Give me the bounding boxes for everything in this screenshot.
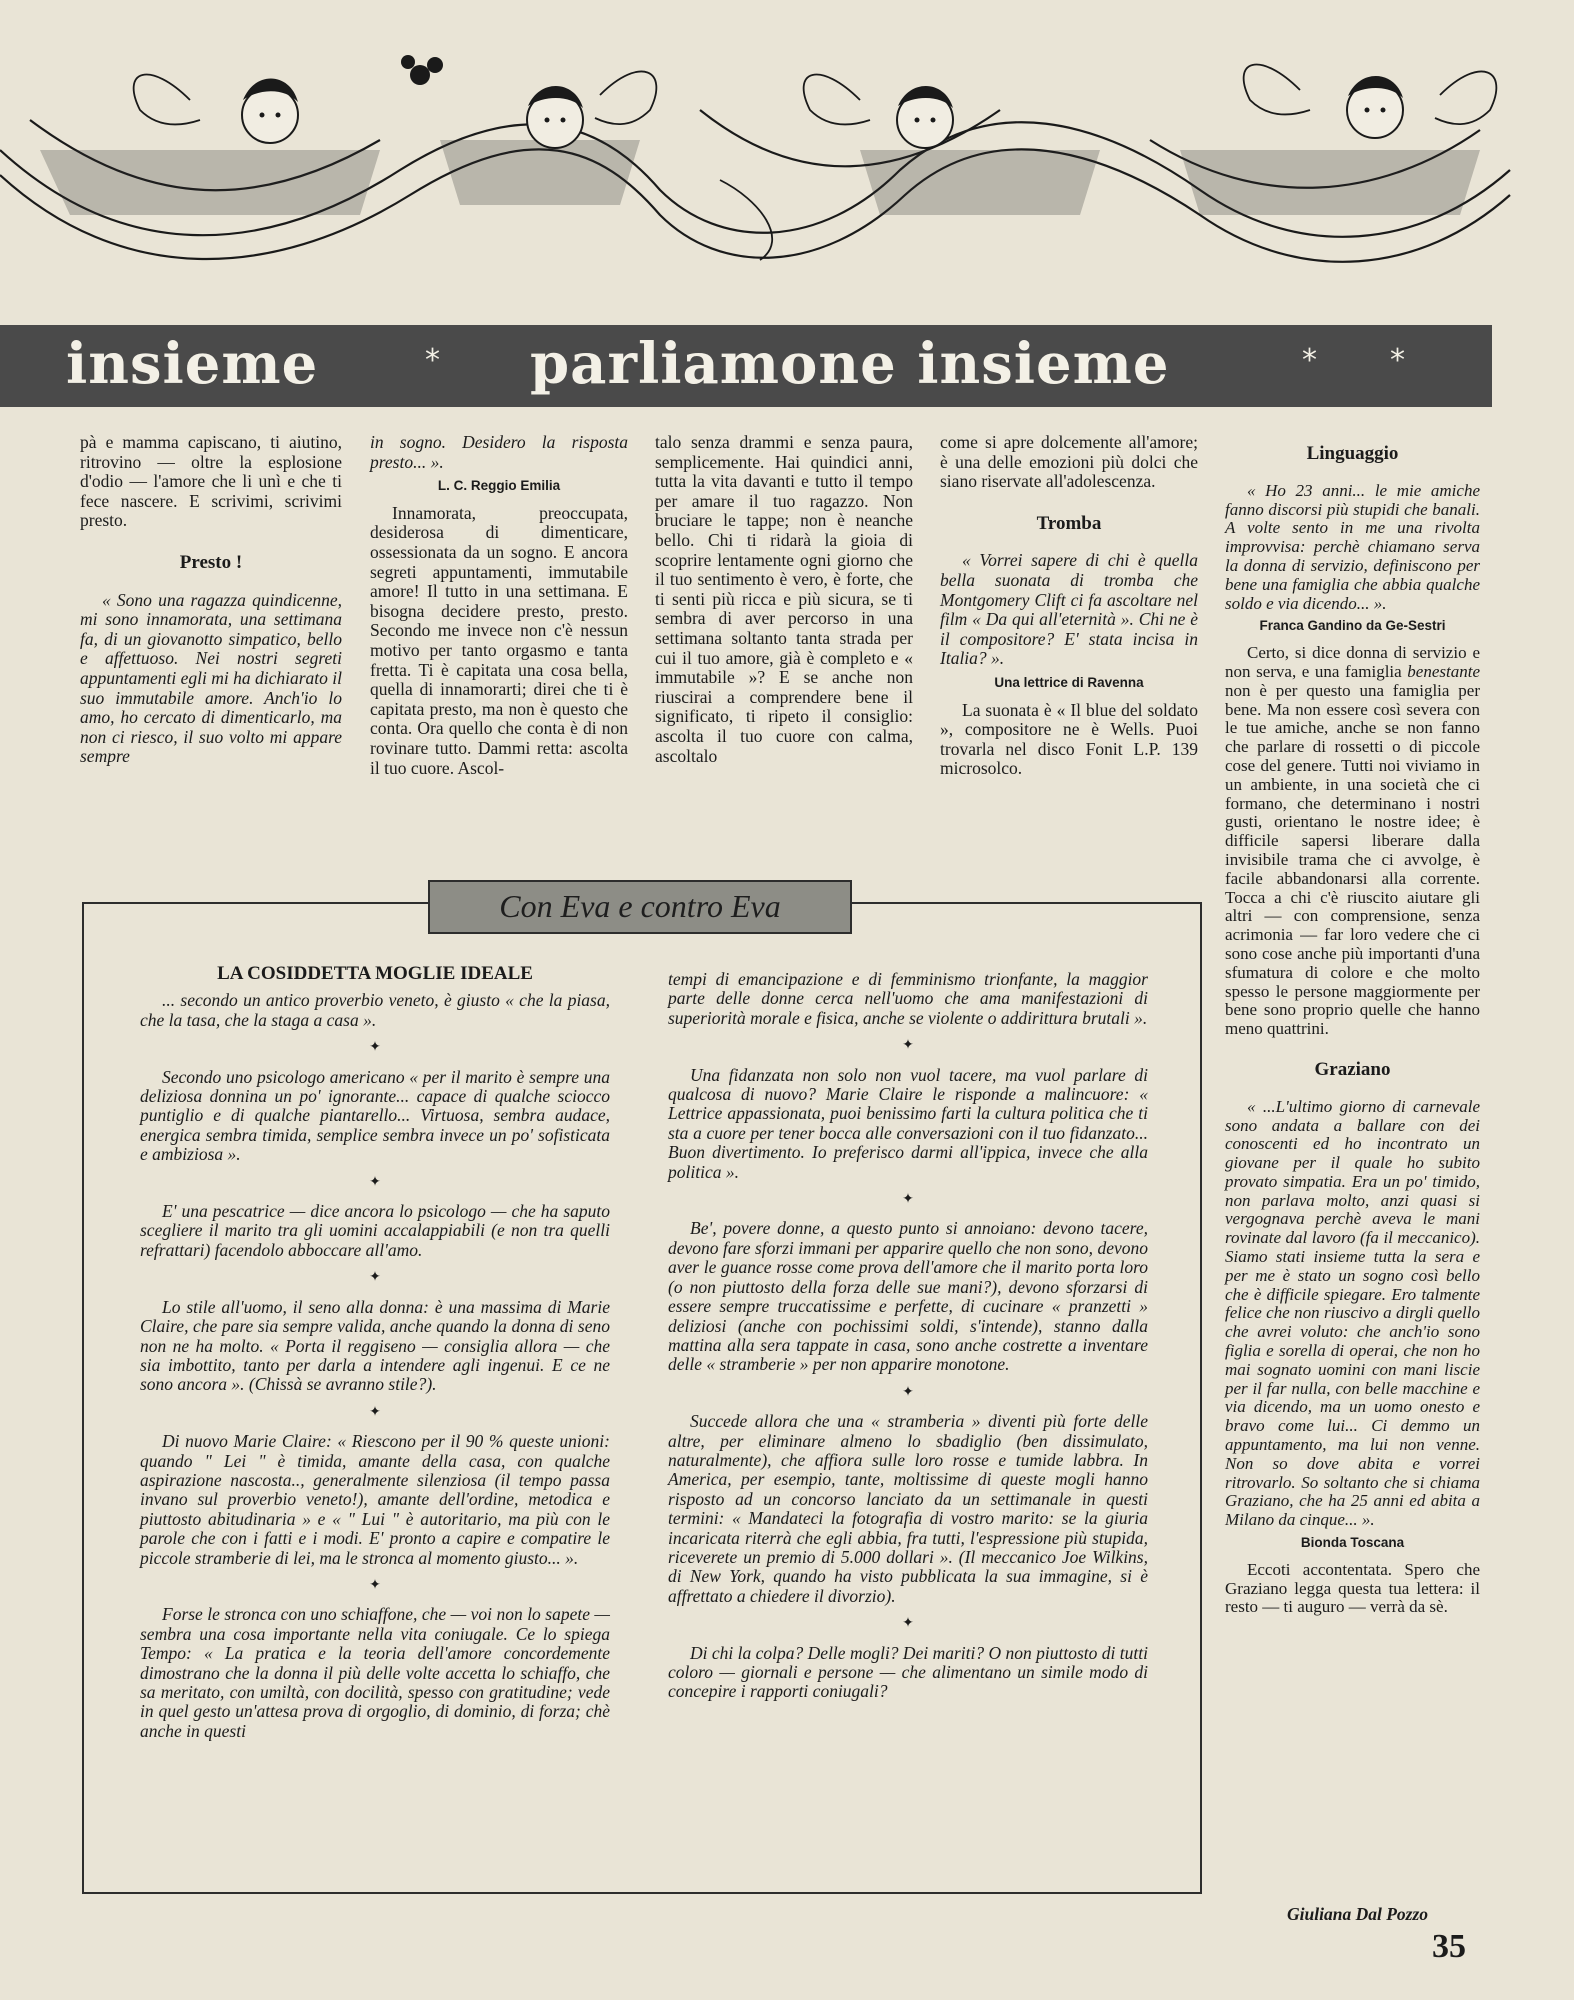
diamond-separator: ✦ — [902, 1038, 914, 1054]
reply-text: come si apre dolcemente all'amore; è una delle emozioni più dolci che siano riservate all'adolescenza. — [940, 432, 1198, 492]
page-number: 35 — [1432, 1928, 1466, 1965]
letter-signature: L. C. Reggio Emilia — [437, 478, 561, 494]
section-title: parliamone insieme — [530, 331, 1170, 397]
diamond-separator: ✦ — [369, 1404, 381, 1420]
heading-presto: Presto ! — [179, 551, 243, 573]
feature-paragraph: Una fidanzata non solo non vuol tacere, ma vuol parlare di qualcosa di nuovo? Marie Claire le risponde a malincuore: « Lettrice appassionata, puoi benissimo farti la cultura politica che ti sta a cuore per tener bocca alle conversazioni con il tuo fidanzato... Buon divertimento. Io preferisco darmi all'ippica, invece che alla politica ». — [668, 1064, 1148, 1182]
reply-text: Certo, si dice donna di servizio e non serva, e una famiglia benestante non è per questo una famiglia per bene. Ma non essere così severa con le tue amiche, anche se non fanno che parlare di rossetti o di piccole cose del genere. Tutti noi viviamo in un ambiente, in una società che ci formano, che determinano i nostri gusti, orientano le nostre idee; è difficile sapersi liberare dalla invisibile trama che ci avvolge, è facile abbandonarsi alla corrente. Tocca a chi c'è riuscito aiutare gli altri — con comprensione, senza acrimonia — far loro vedere che ci sono cose anche più importanti d'una sfumatura di colore e che molto spesso le persone maggiormente per bene sono proprio quelle che hanno meno quattrini. — [1225, 643, 1480, 1039]
title-fragment: insieme — [66, 331, 319, 397]
feature-paragraph: tempi di emancipazione e di femminismo trionfante, la maggior parte delle donne cerca nell'uomo che ama manifestazioni di superiorità morale e fisica, anche se violente o addirittura brutali ». — [668, 969, 1148, 1028]
star-icon: * — [425, 343, 440, 378]
feature-paragraph: Succede allora che una « stramberia » diventi più forte delle altre, per eliminare almeno lo sbadiglio (ben dissimulato, naturalmente), che affiora sulle loro rosse e tumide labbra. In America, per esempio, tante, moltissime di queste mogli hanno risposto ad un concorso lanciato da un settimanale in questi termini: « Mandateci la fotografia di vostro marito: se la giuria incaricata riterrà che egli abbia, fra tutti, l'espressione più stupida, riceverete un premio di 5.000 dollari ». (Il meccanico Joe Wilkins, di New York, quando ha visto pubblicata la sua immagine, si è affrettato a chiedere il divorzio). — [668, 1411, 1148, 1606]
feature-paragraph: Forse le stronca con uno schiaffone, che — voi non lo sapete — sembra una cosa importante nella vita coniugale. Ce lo spiega Tempo: « La pratica e la teoria dell'amore concordemente dimostrano che la donna il più delle volte accetta lo schiaffo, che sa meritato, con umiltà, con docilità, spesso con gratitudine; vede in quel gesto un'attesa prova di orgoglio, di dominio, di forza; chè anche in questi — [140, 1604, 610, 1741]
letter-signature: Bionda Toscana — [1300, 1535, 1405, 1551]
cherubs-garland-illustration — [0, 0, 1574, 300]
diamond-separator: ✦ — [369, 1174, 381, 1190]
letter-text: « ...L'ultimo giorno di carnevale sono andata a ballare con dei conoscenti ed ho incontrato un giovane per il quale ho subito provato simpatia. Era un po' timido, non parlava molto, anzi quasi si vergognava perchè aveva le mani rovinate dal lavoro (fa il meccanico). Siamo stati insieme tutta la sera e per me è stato un sogno così bello che è difficile spiegare. Ero talmente felice che non riuscivo a dirgli quello che avrei voluto: che anch'io sono figlia e sorella di operai, che non ho mai sognato uomini con mani liscie per il far nulla, con belle macchine e via dicendo, ma un uomo onesto e bravo come lui... Ci demmo un appuntamento, ma lui non venne. Non so dove abita e vorrei ritrovarlo. So soltanto che si chiama Graziano, che ha 25 anni ed abita a Milano da cinque... ». — [1225, 1096, 1480, 1530]
feature-paragraph: Di nuovo Marie Claire: « Riescono per il 90 % queste unioni: quando " Lei " è timida, amante della casa, con qualche aspirazione nascosta.., generalmente silenziosa (il tempo passa invano sul proverbio veneto!), amante dell'ordine, metodica e piuttosto abitudinaria » e « " Lui " è autoritario, ma più con le parole che con i fatti e i modi. E' pronto a capire e compatire le piccole stramberie di lei, ma le stronca al momento giusto... ». — [140, 1431, 610, 1568]
reply-text: Innamorata, preoccupata, desiderosa di dimenticare, ossessionata da un sogno. E ancora segreti appuntamenti, immutabile amore! Il tutto in una settimana. E bisogna decidere presto, presto. Secondo me invece non c'è nessun motivo per tanto orgasmo e tanta fretta. Ti è capitata una cosa bella, quella di innamorarti; direi che ti è capitata presto, ma non è questo che conta. Ora quello che conta è di non rovinare tutto. Dammi retta: ascolta il tuo cuore. Ascol- — [370, 502, 628, 778]
reply-text: talo senza drammi e senza paura, semplicemente. Hai quindici anni, tutta la vita davanti e tutto il tempo per amare il tuo ragazzo. Non bruciare le tappe; non è neanche bello. Chi ti ridarà la gioia di scoprire lentamente ogni giorno che il tuo sentimento è vero, è forte, che ti senti più ricca e più sicura, se ti sembra di aver percorso in una settimana soltanto tanta strada per cui il tuo amore, già è completo e « immutabile »? E se anche non riuscirai a comprendere bene il significato, ti ripeto il consiglio: ascolta il tuo cuore con calma, ascoltalo — [655, 432, 913, 766]
heading-linguaggio: Linguaggio — [1306, 443, 1399, 464]
heading-tromba: Tromba — [1036, 512, 1102, 534]
letter-text: in sogno. Desidero la risposta presto... ». — [370, 432, 628, 472]
paragraph: pà e mamma capiscano, ti aiutino, ritrovino — oltre la esplosione d'odio — l'amore che li unì e che ti fece nascere. E scrivimi, scrivimi presto. — [80, 432, 342, 531]
feature-box-title: Con Eva e contro Eva — [428, 880, 852, 934]
feature-paragraph: Lo stile all'uomo, il seno alla donna: è una massima di Marie Claire, che pare sia sempre valida, anche quando la donna di seno non ne ha molto. « Porta il reggiseno — consiglia allora — che sia imbottito, tanto per darla a intendere agli ingenui. E ce ne sono ancora ». (Chissà se avranno stile?). — [140, 1296, 610, 1395]
star-icon: * — [1390, 343, 1405, 378]
letter-text: « Sono una ragazza quindicenne, mi sono innamorata, una settimana fa, di un giovanotto simpatico, bello e affettuoso. Nei nostri segreti appuntamenti egli mi ha dichiarato il suo immutabile amore. Anch'io lo amo, ho cercato di dimenticarlo, ma non ci riesco, il suo volto mi appare sempre — [80, 589, 342, 767]
column-5 — [1225, 433, 1480, 1617]
feature-right-column — [668, 970, 1148, 1702]
column-1 — [80, 433, 342, 767]
feature-paragraph: ... secondo un antico proverbio veneto, è giusto « che la piasa, che la tasa, che la staga a casa ». — [140, 990, 610, 1030]
feature-paragraph: Secondo uno psicologo americano « per il marito è sempre una deliziosa donnina un po' ignorante... capace di qualche sciocco puntiglio e di qualche piantarello... Virtuosa, sembra audace, energica sembra timida, semplice sembra invece un po' sofisticata e ambiziosa ». — [140, 1066, 610, 1165]
diamond-separator: ✦ — [369, 1040, 381, 1056]
diamond-separator: ✦ — [902, 1384, 914, 1400]
star-icon: * — [1302, 343, 1317, 378]
letter-signature: Franca Gandino da Ge-Sestri — [1259, 618, 1446, 634]
reply-text: Eccoti accontentata. Spero che Graziano legga questa tua lettera: il resto — ti auguro — verrà da sè. — [1225, 1559, 1480, 1617]
author-signature: Giuliana Dal Pozzo — [1287, 1904, 1428, 1924]
column-2 — [370, 433, 628, 778]
column-4 — [940, 433, 1198, 779]
feature-left-column — [140, 960, 610, 1741]
feature-paragraph: E' una pescatrice — dice ancora lo psicologo — che ha saputo scegliere il marito tra gli uomini accalappiabili (e non tra quelli refrattari) facendolo abboccare all'amo. — [140, 1201, 610, 1260]
section-title-band — [0, 325, 1492, 407]
diamond-separator: ✦ — [902, 1192, 914, 1208]
diamond-separator: ✦ — [902, 1616, 914, 1632]
feature-paragraph: Di chi la colpa? Delle mogli? Dei mariti? O non piuttosto di tutti coloro — giornali e persone — che alimentano un simile modo di concepire i rapporti coniugali? — [668, 1642, 1148, 1702]
reply-text: La suonata è « Il blue del soldato », compositore ne è Wells. Puoi trovarla nel disco Fonit L.P. 139 microsolco. — [940, 699, 1198, 779]
letter-signature: Una lettrice di Ravenna — [994, 674, 1144, 690]
diamond-separator: ✦ — [369, 1270, 381, 1286]
heading-graziano: Graziano — [1314, 1058, 1391, 1080]
column-3 — [655, 433, 913, 766]
letter-text: « Vorrei sapere di chi è quella bella suonata di tromba che Montgomery Clift ci fa ascoltare nel film « Da qui all'eternità ». Chi ne è il compositore? E' stata incisa in Italia? ». — [940, 550, 1198, 669]
feature-heading: LA COSIDDETTA MOGLIE IDEALE — [217, 963, 533, 984]
feature-paragraph: Be', povere donne, a questo punto si annoiano: devono tacere, devono fare sforzi immani per apparire quello che non sono, devono aver le guance rosse come prova dell'amore che il marito porta loro (o non piuttosto della forza delle sue mani?), devono sforzarsi di essere sempre truccatissime e perfette, di cucinare « pranzetti » deliziosi (anche con pochissimi soldi, s'intende), stanno dalla mattina alla sera tappate in casa, sono anche costrette a inventare delle « stramberie » per non apparire monotone. — [668, 1218, 1148, 1375]
letter-text: « Ho 23 anni... le mie amiche fanno discorsi più stupidi che banali. A volte sento in me una rivolta improvvisa: perchè chiamano serva la donna di servizio, definiscono per bene una famiglia che abbia qualche soldo e via dicendo... ». — [1225, 480, 1480, 613]
diamond-separator: ✦ — [369, 1577, 381, 1593]
